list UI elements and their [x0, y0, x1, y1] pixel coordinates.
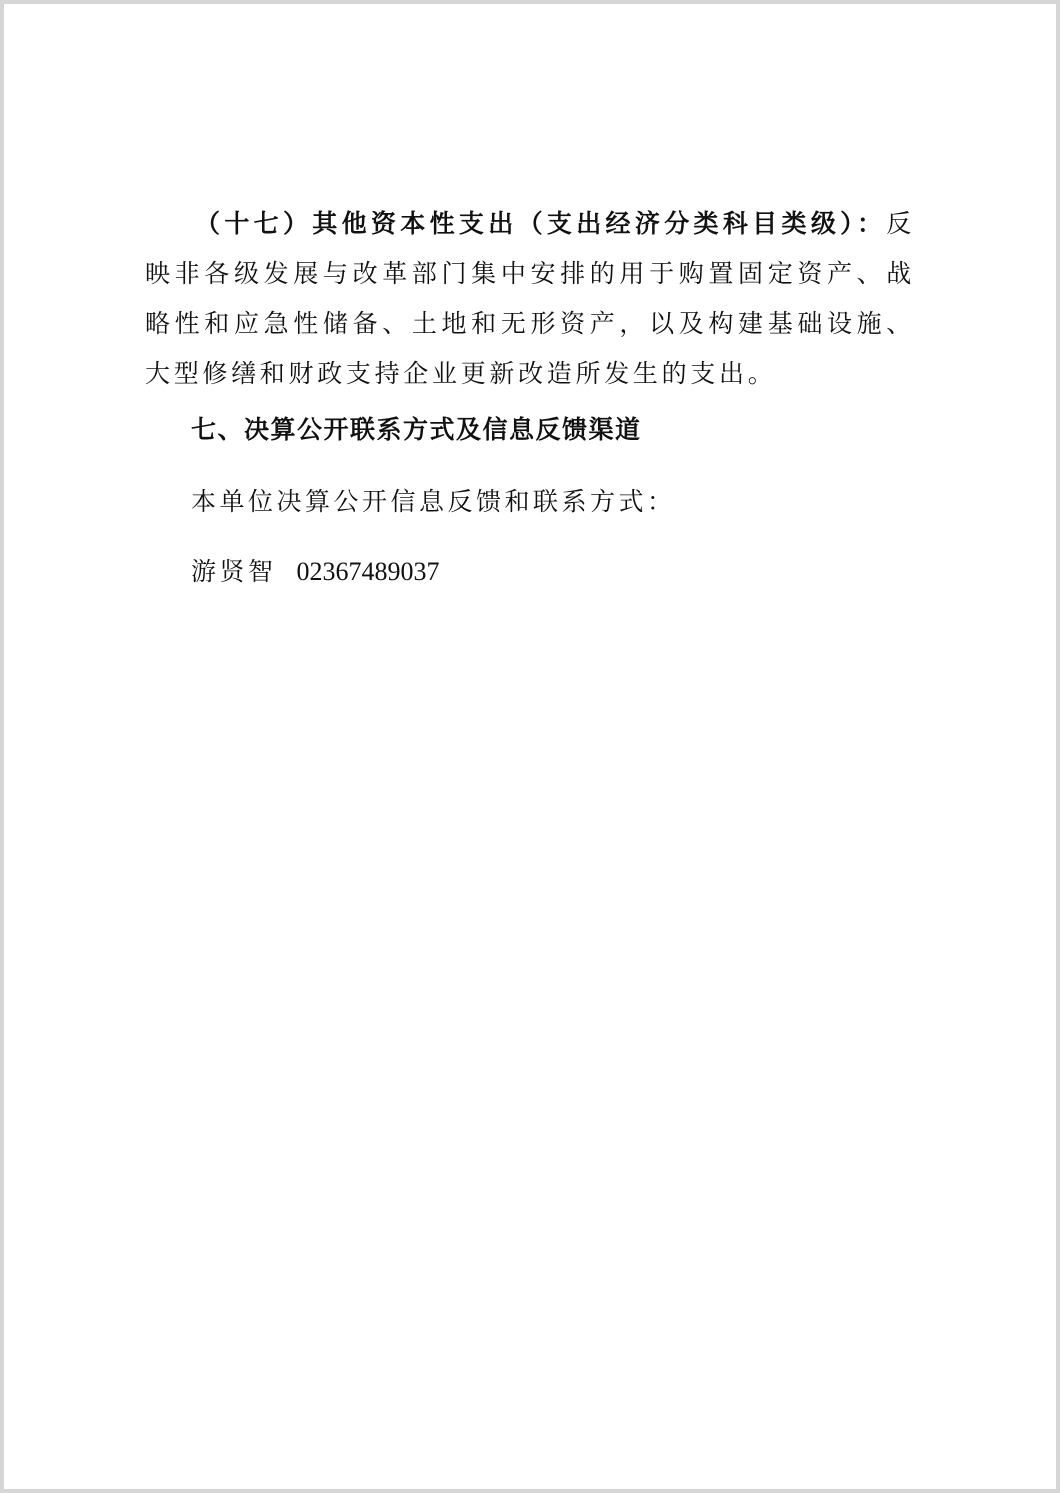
paragraph-other-capital-expenditure	[145, 199, 915, 399]
contact-phone: 02367489037	[296, 557, 440, 586]
document-page	[4, 4, 1056, 1489]
contact-intro: 本单位决算公开信息反馈和联系方式：	[191, 487, 676, 516]
contact-line	[145, 555, 915, 589]
item-title: （十七）其他资本性支出（支出经济分类科目类级）：	[195, 209, 887, 238]
item-body: 反映非各级发展与改革部门集中安排的用于购置固定资产、战略性和应急性储备、土地和无形资产，以及构建基础设施、大型修缮和财政支持企业更新改造所发生的支出。	[145, 209, 915, 388]
contact-name: 游贤智	[191, 557, 277, 586]
section-heading: 七、决算公开联系方式及信息反馈渠道	[191, 415, 642, 444]
page-content	[145, 199, 915, 589]
